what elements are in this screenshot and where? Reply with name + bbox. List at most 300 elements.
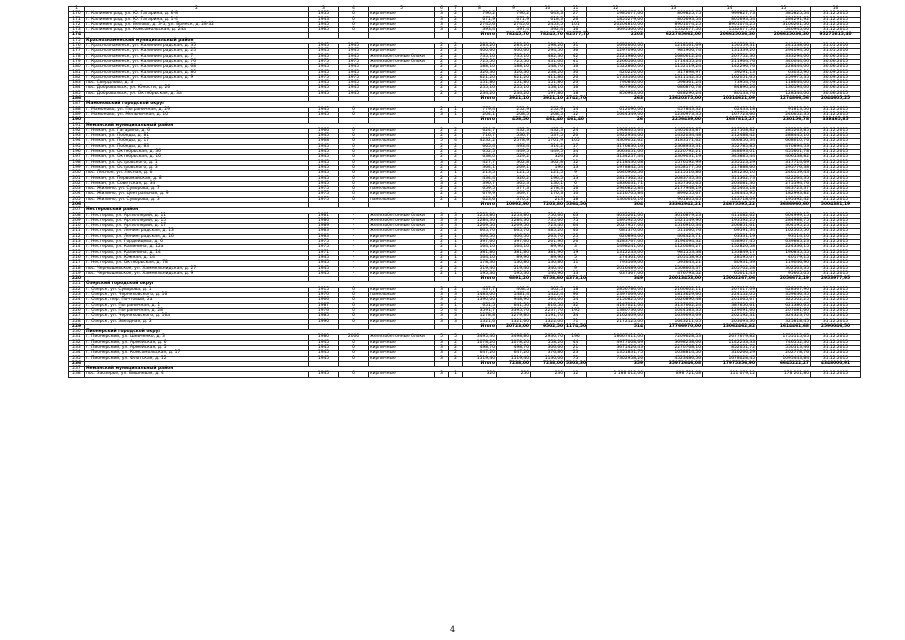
table-cell: 1274866,56 bbox=[757, 97, 811, 102]
table-cell: 1855279,00 bbox=[587, 17, 645, 22]
table-cell: 1532677,50 bbox=[645, 28, 703, 33]
table-cell: 1701,9 bbox=[531, 139, 565, 144]
table-cell: 227 bbox=[69, 314, 85, 319]
table-cell: кирпичные bbox=[369, 128, 435, 133]
table-cell: 4309052,62 bbox=[587, 139, 645, 144]
table-cell: 852051,72 bbox=[703, 346, 757, 351]
table-cell: 2237,70 bbox=[531, 308, 565, 313]
table-cell: 3 bbox=[435, 17, 449, 22]
table-cell: 3591,7 bbox=[463, 308, 497, 313]
table-cell: г. Калининград, ул. Комсомольская, д. 24а bbox=[85, 28, 309, 33]
table-cell: кирпичные bbox=[369, 372, 435, 377]
table-cell: 195,30 bbox=[463, 271, 497, 276]
section-title: Краснознаменский муниципальный район bbox=[85, 38, 861, 43]
table-cell: 326,2 bbox=[497, 176, 531, 181]
table-cell: 311362,73 bbox=[703, 176, 757, 181]
table-cell: 2 bbox=[435, 234, 449, 239]
table-cell: 89,90 bbox=[531, 245, 565, 250]
table-cell: 3183571,62 bbox=[645, 139, 703, 144]
header-cell: 4 bbox=[339, 7, 369, 12]
table-cell: 31.12.2015 bbox=[811, 298, 861, 303]
table-cell: 725,50 bbox=[497, 59, 531, 64]
table-cell: Итого bbox=[463, 324, 497, 329]
table-cell: 1 188 012,00 bbox=[587, 372, 645, 377]
table-cell: г. Краснознаменск, ул. Калининградская, д. 76 bbox=[85, 59, 309, 64]
table-cell: 4 bbox=[449, 139, 463, 144]
table-cell: 4977008,69 bbox=[587, 340, 645, 345]
table-cell: 1152119,24 bbox=[645, 65, 703, 70]
table-cell: 2 bbox=[435, 165, 449, 170]
table-cell: 4523486,56 bbox=[645, 356, 703, 361]
table-cell: 961805,65 bbox=[645, 197, 703, 202]
table-cell: 1 bbox=[449, 372, 463, 377]
table-cell: 16 bbox=[565, 65, 587, 70]
table-cell: 0 bbox=[339, 293, 369, 298]
table-cell: 1983 bbox=[309, 234, 339, 239]
header-cell: 3 bbox=[309, 7, 339, 12]
table-cell: 411082,62 bbox=[703, 213, 757, 218]
table-cell: 198 bbox=[69, 160, 85, 165]
table-cell: - bbox=[339, 255, 369, 260]
table-cell: 0 bbox=[339, 107, 369, 112]
table-cell: 224152,05 bbox=[703, 293, 757, 298]
table-cell: 1945 bbox=[309, 165, 339, 170]
table-cell: 621,20 bbox=[497, 75, 531, 80]
table-cell: 3 bbox=[435, 22, 449, 27]
table-cell: 2953977,95 bbox=[811, 277, 861, 282]
table-cell: 185 bbox=[69, 91, 85, 96]
table-cell: 2 bbox=[435, 49, 449, 54]
table-cell: 2578,9 bbox=[497, 139, 531, 144]
table-cell: 420226,00 bbox=[587, 70, 645, 75]
table-cell: 1483,00 bbox=[463, 293, 497, 298]
table-cell: пос. Жилино, ул. Суворова, д. 3 bbox=[85, 197, 309, 202]
table-cell: 203093,30 bbox=[703, 319, 757, 324]
table-cell: 899255,67 bbox=[645, 192, 703, 197]
table-cell: 3 bbox=[435, 314, 449, 319]
table-cell: 338465,85 bbox=[811, 118, 861, 123]
table-cell: 2 bbox=[449, 144, 463, 149]
table-cell: 26 bbox=[587, 118, 645, 123]
table-cell: 2 bbox=[435, 91, 449, 96]
table-cell: 1 bbox=[449, 255, 463, 260]
table-cell: 31.12.2015 bbox=[811, 165, 861, 170]
table-cell: 69591,34 bbox=[703, 229, 757, 234]
table-cell: 1981 bbox=[309, 213, 339, 218]
table-cell: 716,7 bbox=[463, 134, 497, 139]
table-cell: 4348000,91 bbox=[811, 361, 861, 366]
table-cell: г. Озерск, ул. Пограничная, д. 28 bbox=[85, 308, 309, 313]
table-cell: пос. Свердлово, д. 3 bbox=[85, 81, 309, 86]
table-cell: 1269,50 bbox=[497, 224, 531, 229]
table-cell: - bbox=[339, 245, 369, 250]
table-cell: 31.12.2015 bbox=[811, 346, 861, 351]
table-cell: 232 bbox=[69, 340, 85, 345]
table-cell: 1714455,24 bbox=[645, 59, 703, 64]
table-cell: Итого bbox=[463, 277, 497, 282]
table-cell: 3 bbox=[449, 314, 463, 319]
table-cell: 519,40 bbox=[497, 266, 531, 271]
table-cell: 1297096,00 bbox=[587, 49, 645, 54]
table-cell: 31.12.2015 bbox=[811, 181, 861, 186]
table-cell: 13062462,82 bbox=[703, 324, 757, 329]
table-cell: 511060,76 bbox=[645, 229, 703, 234]
table-cell: 9 bbox=[565, 171, 587, 176]
table-cell: 2745,6 bbox=[463, 22, 497, 27]
table-cell: 30.09.2015 bbox=[811, 75, 861, 80]
table-cell: пос. Лесное, ул. Лесная, д. 6 bbox=[85, 171, 309, 176]
table-cell: 1945 bbox=[309, 181, 339, 186]
table-cell: 31.12.2015 bbox=[811, 218, 861, 223]
table-cell: 208 bbox=[69, 213, 85, 218]
table-cell: 422264,35 bbox=[757, 176, 811, 181]
table-cell: 3 bbox=[449, 213, 463, 218]
table-cell: 206625036,30 bbox=[757, 33, 811, 38]
table-cell: 681370,00 bbox=[587, 229, 645, 234]
table-cell: 2677679,82 bbox=[703, 335, 757, 340]
table-cell: 514 bbox=[587, 324, 645, 329]
header-cell: 6 bbox=[435, 7, 449, 12]
table-cell: 17975356,90 bbox=[703, 361, 757, 366]
table-cell: 5 bbox=[435, 139, 449, 144]
table-cell: 564,00 bbox=[531, 298, 565, 303]
table-cell: 1421149,90 bbox=[645, 218, 703, 223]
table-cell: 381,90 bbox=[531, 250, 565, 255]
table-cell: 31.12.2015 bbox=[811, 229, 861, 234]
table-cell: 1191,70 bbox=[531, 314, 565, 319]
table-cell: 31.12.2015 bbox=[811, 340, 861, 345]
table-cell: кирпичные bbox=[369, 356, 435, 361]
table-cell: 326 bbox=[531, 155, 565, 160]
section-title: Неманский муниципальный район bbox=[85, 367, 861, 372]
table-cell: 393,4 bbox=[463, 28, 497, 33]
table-cell: 192 bbox=[69, 128, 85, 133]
table-cell: 0 bbox=[339, 181, 369, 186]
table-cell: г. Озерск, ул. Черняховского, д. 16а bbox=[85, 314, 309, 319]
table-cell: 1 bbox=[449, 171, 463, 176]
table-cell: 31.12.2015 bbox=[811, 128, 861, 133]
table-cell: 9 bbox=[565, 266, 587, 271]
table-cell: 178,30 bbox=[463, 261, 497, 266]
table-cell: 2 bbox=[435, 134, 449, 139]
section-title: Неманский муниципальный район bbox=[85, 123, 861, 128]
table-cell: пос. Заозерье, ул. Вишневая, д. 4 bbox=[85, 372, 309, 377]
table-cell: 0 bbox=[339, 340, 369, 345]
table-cell: 1532677,50 bbox=[703, 28, 757, 33]
table-cell: 20 bbox=[565, 81, 587, 86]
table-cell: 907960,00 bbox=[587, 86, 645, 91]
table-cell: 164,10 bbox=[497, 245, 531, 250]
table-cell: 44 bbox=[565, 340, 587, 345]
table-cell: 314,2 bbox=[531, 144, 565, 149]
table-cell: 1945 bbox=[309, 351, 339, 356]
table-cell: 1 bbox=[449, 271, 463, 276]
page-number: 4 bbox=[449, 625, 456, 634]
table-cell: 428367,90 bbox=[757, 287, 811, 292]
table-cell: 40 bbox=[565, 229, 587, 234]
row-number: 187 bbox=[69, 102, 85, 107]
table-cell: 2 bbox=[435, 144, 449, 149]
table-cell: 1498241,00 bbox=[587, 245, 645, 250]
table-cell: 2 bbox=[449, 192, 463, 197]
table-cell: 1680612,24 bbox=[645, 54, 703, 59]
table-cell: 130,80 bbox=[531, 261, 565, 266]
table-cell: 236 bbox=[69, 361, 85, 366]
table-cell: г. Краснознаменск, ул. Калининградская, д. 25 bbox=[85, 49, 309, 54]
table-cell: 2056672,19 bbox=[757, 277, 811, 282]
table-cell: 668610,76 bbox=[757, 139, 811, 144]
table-cell: г. Нестеров, ул. Калинина, д. 12а bbox=[85, 245, 309, 250]
table-cell: 30.06.2015 bbox=[811, 86, 861, 91]
table-cell: 2027957,00 bbox=[587, 224, 645, 229]
table-cell: 1432034,48 bbox=[645, 134, 703, 139]
table-cell: 150559,31 bbox=[703, 44, 757, 49]
table-cell: 1945 bbox=[309, 271, 339, 276]
table-cell: 320 bbox=[463, 372, 497, 377]
table-cell: г. Неман, ул. Октябрьская, д. 36 bbox=[85, 150, 309, 155]
section-title: Пионерский городской округ bbox=[85, 330, 861, 335]
table-cell: кирпичные bbox=[369, 44, 435, 49]
table-cell: 1966 bbox=[309, 298, 339, 303]
table-cell: 3921,10 bbox=[531, 97, 565, 102]
table-cell: 209 bbox=[69, 218, 85, 223]
table-cell: 89,90 bbox=[497, 255, 531, 260]
table-cell: 90 bbox=[565, 293, 587, 298]
table-cell: 2 bbox=[449, 165, 463, 170]
table-cell: кирпичные bbox=[369, 340, 435, 345]
table-cell: 217888,60 bbox=[703, 165, 757, 170]
table-cell: 639885,23 bbox=[757, 240, 811, 245]
table-cell: 255,10 bbox=[497, 86, 531, 91]
table-cell: 224 bbox=[69, 298, 85, 303]
table-cell: 199 bbox=[69, 165, 85, 170]
table-cell: 2 bbox=[435, 197, 449, 202]
table-cell: 2 bbox=[435, 155, 449, 160]
table-cell: кирпичные bbox=[369, 155, 435, 160]
table-cell: 2 bbox=[435, 54, 449, 59]
table-cell: 558,20 bbox=[531, 340, 565, 345]
table-cell: 1945 bbox=[309, 44, 339, 49]
table-cell: 3 bbox=[435, 298, 449, 303]
table-cell: 274301,00 bbox=[587, 255, 645, 260]
table-cell: 111 079,12 bbox=[703, 372, 757, 377]
table-cell: 1945 bbox=[309, 70, 339, 75]
table-cell: 470894,53 bbox=[757, 144, 811, 149]
table-cell: 434,4 bbox=[463, 176, 497, 181]
table-cell: 325403,18 bbox=[703, 187, 757, 192]
table-cell: 1945 bbox=[309, 266, 339, 271]
table-cell: 647,20 bbox=[463, 351, 497, 356]
table-cell: 234,20 bbox=[497, 91, 531, 96]
table-cell: 1687815,27 bbox=[703, 118, 757, 123]
table-cell: 6645222,27 bbox=[757, 361, 811, 366]
table-cell: 2 bbox=[449, 340, 463, 345]
table-cell: 189 bbox=[69, 112, 85, 117]
table-cell: 2742,70 bbox=[566, 96, 586, 102]
table-cell: 177 bbox=[69, 49, 85, 54]
table-cell: 648290,24 bbox=[645, 91, 703, 96]
table-cell: 11 bbox=[565, 261, 587, 266]
table-cell: 27 bbox=[565, 12, 587, 17]
table-cell: 3 bbox=[435, 181, 449, 186]
table-cell: 1390,00 bbox=[463, 298, 497, 303]
table-cell: 476793,52 bbox=[645, 271, 703, 276]
table-cell: 2 bbox=[435, 261, 449, 266]
table-cell: 0 bbox=[339, 298, 369, 303]
table-cell: 1 bbox=[449, 112, 463, 117]
table-cell: кирпичные bbox=[369, 271, 435, 276]
table-cell: 91813,50 bbox=[757, 107, 811, 112]
table-cell: г. Нестеров, ул. Артиллерий, д. 17 bbox=[85, 224, 309, 229]
table-cell: 151,80 bbox=[497, 81, 531, 86]
housing-register-table bbox=[68, 6, 861, 378]
table-cell: 78245,70 bbox=[531, 33, 565, 38]
table-cell: 1945 bbox=[309, 176, 339, 181]
table-cell: 620894,00 bbox=[587, 234, 645, 239]
table-cell: 130,1 bbox=[531, 181, 565, 186]
table-cell: 529,2 bbox=[497, 155, 531, 160]
table-cell: 1516910,34 bbox=[645, 224, 703, 229]
table-cell: 1639693,69 bbox=[645, 314, 703, 319]
table-cell: кирпичные bbox=[369, 346, 435, 351]
table-cell: 385825,54 bbox=[757, 12, 811, 17]
table-cell: 31.12.2015 bbox=[811, 155, 861, 160]
table-cell: кирпичные bbox=[369, 12, 435, 17]
table-cell: 285263,85 bbox=[757, 128, 811, 133]
table-cell: 197,80 bbox=[531, 91, 565, 96]
table-cell: 30.09.2015 bbox=[811, 70, 861, 75]
table-cell: 0 bbox=[339, 28, 369, 33]
table-cell: г. Пионерский, ул. Шевченко, д. 3 bbox=[85, 335, 309, 340]
table-cell: 30.06.2015 bbox=[811, 65, 861, 70]
table-cell: г. Нестеров, ул. Ленинградская, д. 13 bbox=[85, 229, 309, 234]
table-cell: г. Пионерский, ул. Армейская, д. 5 bbox=[85, 346, 309, 351]
table-cell: 62577,70 bbox=[566, 32, 590, 38]
table-cell: 25 bbox=[565, 234, 587, 239]
table-cell: 196 bbox=[565, 335, 587, 340]
table-cell: 3137662,24 bbox=[645, 303, 703, 308]
table-cell: 1945 bbox=[309, 372, 339, 377]
header-cell: 11 bbox=[565, 7, 587, 12]
table-cell: 33362942,21 bbox=[645, 202, 703, 207]
table-cell: г. Калининград, ул. Ю. Гагарина, д. 6-8 bbox=[85, 12, 309, 17]
table-cell: 616,50 bbox=[531, 303, 565, 308]
table-cell: 1968 bbox=[309, 139, 339, 144]
table-cell: 322502,25 bbox=[757, 298, 811, 303]
table-cell: 1692600,00 bbox=[587, 44, 645, 49]
table-cell: 898 721,08 bbox=[645, 372, 703, 377]
header-cell: 16 bbox=[811, 7, 861, 12]
table-cell: 1975 bbox=[309, 59, 339, 64]
table-cell: 1626890,48 bbox=[645, 298, 703, 303]
table-cell: 340044,00 bbox=[757, 59, 811, 64]
table-cell: 397,60 bbox=[463, 240, 497, 245]
table-cell: 31.12.2015 bbox=[811, 107, 861, 112]
header-cell: 7 bbox=[449, 7, 463, 12]
table-cell: 2 bbox=[449, 91, 463, 96]
table-cell: 32 bbox=[565, 303, 587, 308]
header-cell: 12 bbox=[587, 7, 645, 12]
table-cell: 1095443,84 bbox=[757, 356, 811, 361]
table-cell: 2 bbox=[449, 75, 463, 80]
table-cell: 31.12.2015 bbox=[811, 308, 861, 313]
table-cell: 7238,00 bbox=[531, 361, 565, 366]
table-cell: 1945 bbox=[339, 49, 369, 54]
table-cell: 195,30 bbox=[497, 271, 531, 276]
table-cell: 779,4 bbox=[463, 107, 497, 112]
table-cell: 181 bbox=[69, 70, 85, 75]
table-cell: 172 bbox=[69, 22, 85, 27]
table-cell: 1253,80 bbox=[497, 213, 531, 218]
header-cell: 15 bbox=[757, 7, 811, 12]
table-cell: 2 bbox=[435, 70, 449, 75]
table-cell: 0 bbox=[339, 112, 369, 117]
table-cell: 2309031,19 bbox=[645, 155, 703, 160]
table-cell: 376,80 bbox=[531, 351, 565, 356]
table-cell: 2 bbox=[435, 245, 449, 250]
table-cell: 750,60 bbox=[531, 213, 565, 218]
table-cell: 618,3 bbox=[531, 17, 565, 22]
table-cell: 1975 bbox=[339, 75, 369, 80]
table-cell: 0 bbox=[339, 187, 369, 192]
table-cell: 1895925,00 bbox=[587, 218, 645, 223]
table-cell: 392,4 bbox=[531, 28, 565, 33]
table-cell: 212488,42 bbox=[703, 134, 757, 139]
table-cell: 1216705,84 bbox=[587, 192, 645, 197]
table-cell: Итого bbox=[463, 118, 497, 123]
table-cell: 1614461,68 bbox=[757, 324, 811, 329]
table-cell: 1945 bbox=[309, 356, 339, 361]
table-cell: 408,5 bbox=[497, 287, 531, 292]
table-cell: 304 bbox=[587, 202, 645, 207]
table-cell: 18 bbox=[565, 197, 587, 202]
table-cell: 1966 bbox=[309, 128, 339, 133]
table-cell: 1945 bbox=[339, 86, 369, 91]
table-cell: 1990 bbox=[309, 319, 339, 324]
table-cell: 856963,00 bbox=[587, 91, 645, 96]
table-cell: кирпичные bbox=[369, 165, 435, 170]
table-cell: 2 bbox=[449, 70, 463, 75]
table-cell: 30.06.2015 bbox=[811, 54, 861, 59]
section-title: Озерский городской округ bbox=[85, 282, 861, 287]
table-cell: 3686960,60 bbox=[757, 202, 811, 207]
table-cell: 1975 bbox=[309, 240, 339, 245]
header-cell: 14 bbox=[703, 7, 757, 12]
table-cell: 1985 bbox=[309, 314, 339, 319]
table-cell: 381,80 bbox=[463, 250, 497, 255]
table-cell: 80133,76 bbox=[703, 91, 757, 96]
table-cell: кирпичные bbox=[369, 261, 435, 266]
table-cell: 2 bbox=[435, 271, 449, 276]
table-cell: панельные bbox=[369, 139, 435, 144]
table-cell: 0 bbox=[339, 134, 369, 139]
table-cell: 2590046,50 bbox=[811, 324, 861, 329]
table-cell: 352785,85 bbox=[703, 144, 757, 149]
table-cell: - bbox=[339, 266, 369, 271]
table-cell: 2177948,19 bbox=[645, 187, 703, 192]
table-cell: 805693,54 bbox=[703, 17, 757, 22]
table-cell: 2 bbox=[449, 351, 463, 356]
table-cell: 18 bbox=[565, 287, 587, 292]
table-cell: 0 bbox=[339, 22, 369, 27]
table-cell: 1130,00 bbox=[531, 356, 565, 361]
table-cell: 2270768,10 bbox=[645, 346, 703, 351]
table-cell: 0 bbox=[339, 144, 369, 149]
table-cell: 457843,32 bbox=[645, 107, 703, 112]
table-cell: - bbox=[339, 229, 369, 234]
table-cell: 2 bbox=[435, 176, 449, 181]
table-cell: 212 bbox=[69, 234, 85, 239]
